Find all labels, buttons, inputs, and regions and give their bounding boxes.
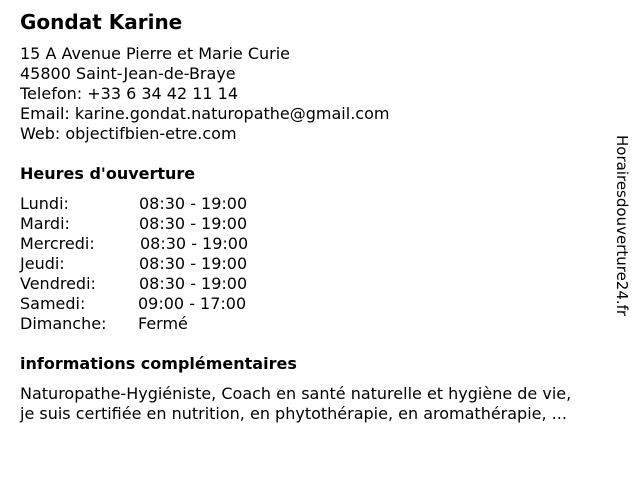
time-value: 08:30 - 19:00 [139, 194, 248, 213]
phone-number: Telefon: +33 6 34 42 11 14 [20, 84, 239, 103]
additional-info-text [20, 384, 571, 424]
site-watermark [612, 135, 632, 341]
business-name: Gondat Karine [20, 10, 183, 34]
watermark-text: Horairesdouverture24.fr [613, 135, 631, 317]
opening-hours-heading: Heures d'ouverture [20, 164, 196, 183]
time-value: 08:30 - 19:00 [140, 234, 249, 253]
contact-block [20, 44, 389, 144]
city-address: 45800 Saint-Jean-de-Braye [20, 64, 236, 83]
day-label: Samedi: [20, 294, 86, 313]
day-label: Mardi: [20, 214, 70, 233]
info-line: je suis certifiée en nutrition, en phytothérapie, en aromathérapie, ... [20, 404, 567, 423]
day-label: Lundi: [20, 194, 69, 213]
day-label: Mercredi: [20, 234, 95, 253]
time-value: 08:30 - 19:00 [139, 274, 248, 293]
day-label: Jeudi: [20, 254, 65, 273]
time-value: 08:30 - 19:00 [139, 254, 248, 273]
time-value: 08:30 - 19:00 [139, 214, 248, 233]
website: Web: objectifbien-etre.com [20, 124, 237, 143]
email-address: Email: karine.gondat.naturopathe@gmail.com [20, 104, 390, 123]
time-value: 09:00 - 17:00 [138, 294, 247, 313]
time-value: Fermé [138, 314, 188, 333]
additional-info-heading: informations complémentaires [20, 354, 297, 373]
street-address: 15 A Avenue Pierre et Marie Curie [20, 44, 290, 63]
day-label: Vendredi: [20, 274, 96, 293]
day-label: Dimanche: [20, 314, 107, 333]
info-line: Naturopathe-Hygiéniste, Coach en santé naturelle et hygiène de vie, [20, 384, 572, 403]
